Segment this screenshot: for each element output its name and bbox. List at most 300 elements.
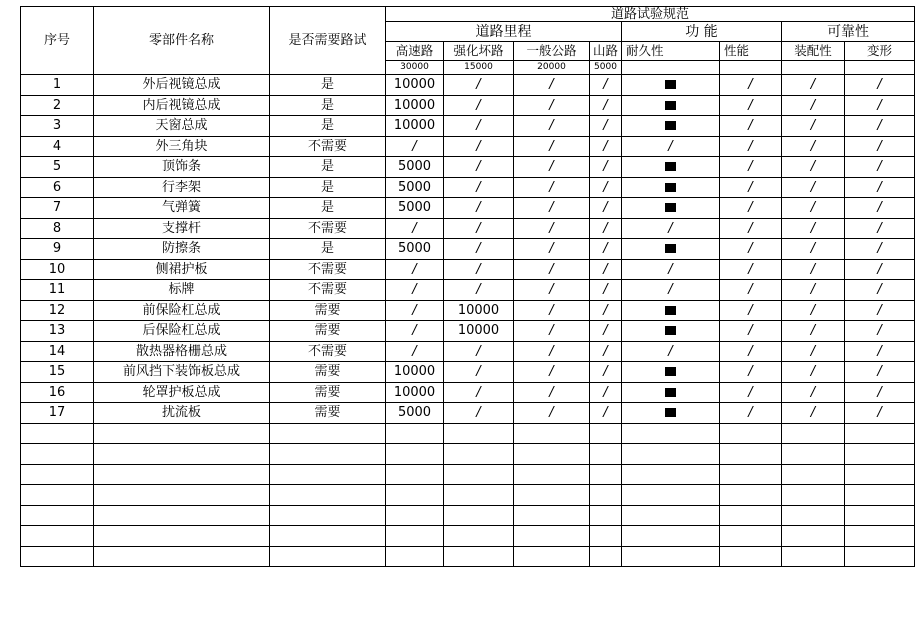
cell-rough-road: / — [444, 280, 514, 301]
cell-need: 是 — [270, 198, 386, 219]
cell-general-road: / — [514, 280, 590, 301]
cell-performance: / — [720, 403, 782, 424]
cell-part-name: 气弹簧 — [94, 198, 270, 219]
empty-cell — [782, 546, 845, 567]
header-part-name: 零部件名称 — [94, 7, 270, 75]
cell-assembly: / — [782, 300, 845, 321]
empty-cell — [270, 546, 386, 567]
table-row — [21, 300, 915, 321]
cell-seq: 4 — [21, 136, 94, 157]
cell-assembly: / — [782, 403, 845, 424]
cell-mountain: / — [590, 116, 622, 137]
empty-cell — [590, 423, 622, 444]
empty-cell — [845, 485, 915, 506]
empty-row — [21, 423, 915, 444]
cell-need: 需要 — [270, 403, 386, 424]
cell-highway: / — [386, 321, 444, 342]
cell-deformation: / — [845, 362, 915, 383]
empty-row — [21, 526, 915, 547]
cell-general-road: / — [514, 218, 590, 239]
cell-deformation: / — [845, 321, 915, 342]
road-test-spec-table — [20, 6, 915, 567]
filled-square-icon — [665, 101, 676, 110]
cell-seq: 2 — [21, 95, 94, 116]
cell-performance: / — [720, 300, 782, 321]
cell-need: 需要 — [270, 321, 386, 342]
empty-cell — [270, 526, 386, 547]
empty-cell — [845, 423, 915, 444]
filled-square-icon — [665, 408, 676, 417]
empty-cell — [622, 464, 720, 485]
cell-mountain: / — [590, 157, 622, 178]
cell-general-road: / — [514, 157, 590, 178]
cell-assembly: / — [782, 116, 845, 137]
empty-cell — [386, 485, 444, 506]
cell-general-road: / — [514, 403, 590, 424]
header-assembly: 装配性 — [782, 42, 845, 61]
cell-durability: / — [622, 280, 720, 301]
empty-cell — [622, 505, 720, 526]
empty-row — [21, 546, 915, 567]
cell-need: 不需要 — [270, 136, 386, 157]
cell-performance: / — [720, 116, 782, 137]
empty-cell — [270, 485, 386, 506]
cell-mountain: / — [590, 382, 622, 403]
empty-cell — [444, 505, 514, 526]
header-reliability: 可靠性 — [782, 22, 915, 42]
empty-cell — [94, 423, 270, 444]
cell-assembly: / — [782, 280, 845, 301]
empty-cell — [444, 485, 514, 506]
cell-durability — [622, 239, 720, 260]
empty-cell — [622, 423, 720, 444]
cell-deformation: / — [845, 218, 915, 239]
cell-need: 是 — [270, 116, 386, 137]
table-row — [21, 239, 915, 260]
header-rough-road: 强化坏路 — [444, 42, 514, 61]
cell-performance: / — [720, 177, 782, 198]
cell-part-name: 标牌 — [94, 280, 270, 301]
empty-cell — [782, 464, 845, 485]
empty-cell — [94, 485, 270, 506]
empty-cell — [386, 464, 444, 485]
cell-deformation: / — [845, 157, 915, 178]
header-highway: 高速路 — [386, 42, 444, 61]
mileage-general-road: 20000 — [514, 61, 590, 75]
cell-assembly: / — [782, 382, 845, 403]
empty-cell — [845, 526, 915, 547]
cell-highway: / — [386, 341, 444, 362]
table-row — [21, 321, 915, 342]
cell-highway: / — [386, 218, 444, 239]
empty-cell — [386, 505, 444, 526]
cell-general-road: / — [514, 321, 590, 342]
cell-highway: 5000 — [386, 403, 444, 424]
empty-cell — [720, 546, 782, 567]
table-row — [21, 95, 915, 116]
empty-cell — [514, 526, 590, 547]
cell-general-road: / — [514, 300, 590, 321]
cell-highway: 5000 — [386, 157, 444, 178]
cell-deformation: / — [845, 116, 915, 137]
cell-need: 不需要 — [270, 280, 386, 301]
header-performance: 性能 — [720, 42, 782, 61]
cell-rough-road: / — [444, 95, 514, 116]
empty-cell — [94, 464, 270, 485]
cell-rough-road: / — [444, 259, 514, 280]
cell-rough-road: / — [444, 75, 514, 96]
cell-need: 不需要 — [270, 218, 386, 239]
empty-cell — [94, 546, 270, 567]
cell-performance: / — [720, 280, 782, 301]
table-row — [21, 75, 915, 96]
cell-seq: 14 — [21, 341, 94, 362]
cell-durability — [622, 157, 720, 178]
cell-performance: / — [720, 239, 782, 260]
empty-cell — [386, 444, 444, 465]
empty-cell — [782, 526, 845, 547]
header-seq: 序号 — [21, 7, 94, 75]
mileage-blank — [845, 61, 915, 75]
empty-row — [21, 444, 915, 465]
table-row — [21, 341, 915, 362]
cell-need: 不需要 — [270, 341, 386, 362]
filled-square-icon — [665, 306, 676, 315]
empty-cell — [622, 485, 720, 506]
cell-highway: 10000 — [386, 75, 444, 96]
cell-general-road: / — [514, 116, 590, 137]
empty-cell — [21, 423, 94, 444]
cell-need: 不需要 — [270, 259, 386, 280]
empty-cell — [590, 526, 622, 547]
cell-highway: / — [386, 259, 444, 280]
empty-cell — [94, 444, 270, 465]
cell-seq: 6 — [21, 177, 94, 198]
header-general-road: 一般公路 — [514, 42, 590, 61]
cell-part-name: 前风挡下装饰板总成 — [94, 362, 270, 383]
empty-cell — [782, 485, 845, 506]
cell-part-name: 前保险杠总成 — [94, 300, 270, 321]
cell-highway: 5000 — [386, 198, 444, 219]
cell-general-road: / — [514, 75, 590, 96]
cell-performance: / — [720, 75, 782, 96]
cell-mountain: / — [590, 259, 622, 280]
empty-cell — [720, 464, 782, 485]
cell-performance: / — [720, 341, 782, 362]
cell-general-road: / — [514, 362, 590, 383]
cell-performance: / — [720, 198, 782, 219]
empty-cell — [21, 546, 94, 567]
header-mountain: 山路 — [590, 42, 622, 61]
cell-highway: 10000 — [386, 95, 444, 116]
empty-cell — [444, 546, 514, 567]
cell-need: 是 — [270, 239, 386, 260]
cell-deformation: / — [845, 341, 915, 362]
cell-durability — [622, 75, 720, 96]
mileage-blank — [720, 61, 782, 75]
filled-square-icon — [665, 162, 676, 171]
cell-assembly: / — [782, 321, 845, 342]
filled-square-icon — [665, 244, 676, 253]
cell-assembly: / — [782, 157, 845, 178]
empty-row — [21, 464, 915, 485]
cell-need: 是 — [270, 177, 386, 198]
cell-rough-road: / — [444, 341, 514, 362]
cell-durability — [622, 177, 720, 198]
empty-cell — [21, 505, 94, 526]
table-row — [21, 218, 915, 239]
cell-need: 是 — [270, 157, 386, 178]
cell-durability — [622, 321, 720, 342]
empty-cell — [386, 423, 444, 444]
empty-cell — [94, 505, 270, 526]
cell-durability — [622, 198, 720, 219]
cell-need: 需要 — [270, 362, 386, 383]
empty-cell — [94, 526, 270, 547]
cell-rough-road: / — [444, 239, 514, 260]
empty-cell — [720, 444, 782, 465]
mileage-blank — [782, 61, 845, 75]
empty-cell — [444, 464, 514, 485]
cell-seq: 13 — [21, 321, 94, 342]
cell-seq: 8 — [21, 218, 94, 239]
cell-rough-road: 10000 — [444, 321, 514, 342]
cell-assembly: / — [782, 136, 845, 157]
cell-general-road: / — [514, 136, 590, 157]
cell-highway: 10000 — [386, 116, 444, 137]
cell-seq: 10 — [21, 259, 94, 280]
cell-seq: 7 — [21, 198, 94, 219]
cell-mountain: / — [590, 403, 622, 424]
empty-cell — [845, 444, 915, 465]
cell-part-name: 扰流板 — [94, 403, 270, 424]
cell-part-name: 后保险杠总成 — [94, 321, 270, 342]
filled-square-icon — [665, 80, 676, 89]
cell-rough-road: / — [444, 198, 514, 219]
cell-rough-road: / — [444, 403, 514, 424]
empty-cell — [270, 464, 386, 485]
cell-seq: 15 — [21, 362, 94, 383]
cell-durability: / — [622, 341, 720, 362]
empty-cell — [514, 485, 590, 506]
cell-need: 需要 — [270, 300, 386, 321]
cell-general-road: / — [514, 95, 590, 116]
cell-performance: / — [720, 321, 782, 342]
cell-general-road: / — [514, 177, 590, 198]
cell-rough-road: 10000 — [444, 300, 514, 321]
empty-cell — [514, 505, 590, 526]
empty-cell — [622, 444, 720, 465]
cell-seq: 9 — [21, 239, 94, 260]
cell-need: 是 — [270, 75, 386, 96]
empty-cell — [444, 444, 514, 465]
empty-cell — [21, 444, 94, 465]
cell-mountain: / — [590, 95, 622, 116]
cell-mountain: / — [590, 198, 622, 219]
cell-general-road: / — [514, 382, 590, 403]
empty-cell — [720, 485, 782, 506]
cell-mountain: / — [590, 341, 622, 362]
cell-durability — [622, 382, 720, 403]
table-row — [21, 116, 915, 137]
cell-assembly: / — [782, 341, 845, 362]
table-row — [21, 136, 915, 157]
cell-highway: 5000 — [386, 177, 444, 198]
cell-deformation: / — [845, 95, 915, 116]
mileage-rough-road: 15000 — [444, 61, 514, 75]
cell-highway: / — [386, 136, 444, 157]
cell-performance: / — [720, 362, 782, 383]
cell-part-name: 散热器格栅总成 — [94, 341, 270, 362]
header-function: 功 能 — [622, 22, 782, 42]
cell-need: 是 — [270, 95, 386, 116]
cell-deformation: / — [845, 403, 915, 424]
cell-assembly: / — [782, 198, 845, 219]
cell-seq: 12 — [21, 300, 94, 321]
filled-square-icon — [665, 326, 676, 335]
cell-durability: / — [622, 136, 720, 157]
empty-cell — [21, 526, 94, 547]
cell-highway: 10000 — [386, 382, 444, 403]
cell-assembly: / — [782, 75, 845, 96]
table-row — [21, 382, 915, 403]
cell-performance: / — [720, 382, 782, 403]
cell-deformation: / — [845, 259, 915, 280]
empty-cell — [590, 444, 622, 465]
empty-cell — [845, 505, 915, 526]
cell-deformation: / — [845, 136, 915, 157]
empty-cell — [720, 526, 782, 547]
empty-cell — [514, 444, 590, 465]
cell-performance: / — [720, 95, 782, 116]
cell-deformation: / — [845, 300, 915, 321]
cell-durability — [622, 403, 720, 424]
cell-performance: / — [720, 136, 782, 157]
cell-part-name: 外后视镜总成 — [94, 75, 270, 96]
cell-assembly: / — [782, 362, 845, 383]
cell-assembly: / — [782, 95, 845, 116]
cell-general-road: / — [514, 259, 590, 280]
cell-mountain: / — [590, 362, 622, 383]
cell-need: 需要 — [270, 382, 386, 403]
cell-mountain: / — [590, 300, 622, 321]
mileage-highway: 30000 — [386, 61, 444, 75]
cell-deformation: / — [845, 177, 915, 198]
cell-part-name: 行李架 — [94, 177, 270, 198]
empty-cell — [720, 423, 782, 444]
cell-durability: / — [622, 259, 720, 280]
cell-highway: / — [386, 280, 444, 301]
filled-square-icon — [665, 183, 676, 192]
cell-rough-road: / — [444, 177, 514, 198]
cell-part-name: 顶饰条 — [94, 157, 270, 178]
filled-square-icon — [665, 121, 676, 130]
empty-cell — [270, 423, 386, 444]
cell-seq: 16 — [21, 382, 94, 403]
cell-mountain: / — [590, 321, 622, 342]
cell-rough-road: / — [444, 218, 514, 239]
header-mileage: 道路里程 — [386, 22, 622, 42]
cell-highway: / — [386, 300, 444, 321]
filled-square-icon — [665, 367, 676, 376]
cell-rough-road: / — [444, 116, 514, 137]
cell-performance: / — [720, 259, 782, 280]
cell-part-name: 外三角块 — [94, 136, 270, 157]
cell-performance: / — [720, 157, 782, 178]
cell-seq: 17 — [21, 403, 94, 424]
empty-cell — [514, 546, 590, 567]
empty-cell — [845, 546, 915, 567]
empty-cell — [590, 505, 622, 526]
cell-mountain: / — [590, 239, 622, 260]
table-row — [21, 362, 915, 383]
header-durability: 耐久性 — [622, 42, 720, 61]
empty-cell — [21, 464, 94, 485]
cell-mountain: / — [590, 177, 622, 198]
empty-cell — [622, 546, 720, 567]
cell-durability — [622, 116, 720, 137]
header-spec: 道路试验规范 — [386, 7, 915, 22]
cell-seq: 3 — [21, 116, 94, 137]
filled-square-icon — [665, 388, 676, 397]
cell-seq: 5 — [21, 157, 94, 178]
table-row — [21, 177, 915, 198]
empty-cell — [590, 464, 622, 485]
mileage-blank — [622, 61, 720, 75]
empty-cell — [782, 444, 845, 465]
cell-deformation: / — [845, 239, 915, 260]
cell-seq: 1 — [21, 75, 94, 96]
empty-cell — [782, 423, 845, 444]
cell-durability — [622, 300, 720, 321]
header-need-road-test: 是否需要路试 — [270, 7, 386, 75]
cell-assembly: / — [782, 239, 845, 260]
empty-cell — [720, 505, 782, 526]
empty-cell — [386, 526, 444, 547]
empty-cell — [444, 526, 514, 547]
empty-row — [21, 505, 915, 526]
empty-cell — [514, 464, 590, 485]
cell-durability — [622, 95, 720, 116]
cell-part-name: 防擦条 — [94, 239, 270, 260]
empty-cell — [270, 444, 386, 465]
cell-rough-road: / — [444, 136, 514, 157]
cell-assembly: / — [782, 218, 845, 239]
cell-part-name: 轮罩护板总成 — [94, 382, 270, 403]
cell-assembly: / — [782, 177, 845, 198]
cell-mountain: / — [590, 280, 622, 301]
empty-row — [21, 485, 915, 506]
cell-highway: 5000 — [386, 239, 444, 260]
table-row — [21, 198, 915, 219]
table-row — [21, 403, 915, 424]
empty-cell — [386, 546, 444, 567]
cell-assembly: / — [782, 259, 845, 280]
cell-general-road: / — [514, 341, 590, 362]
cell-durability: / — [622, 218, 720, 239]
cell-mountain: / — [590, 136, 622, 157]
cell-part-name: 支撑杆 — [94, 218, 270, 239]
filled-square-icon — [665, 203, 676, 212]
empty-cell — [845, 464, 915, 485]
empty-cell — [590, 546, 622, 567]
cell-mountain: / — [590, 75, 622, 96]
empty-cell — [270, 505, 386, 526]
cell-rough-road: / — [444, 362, 514, 383]
table-row — [21, 157, 915, 178]
cell-performance: / — [720, 218, 782, 239]
cell-seq: 11 — [21, 280, 94, 301]
